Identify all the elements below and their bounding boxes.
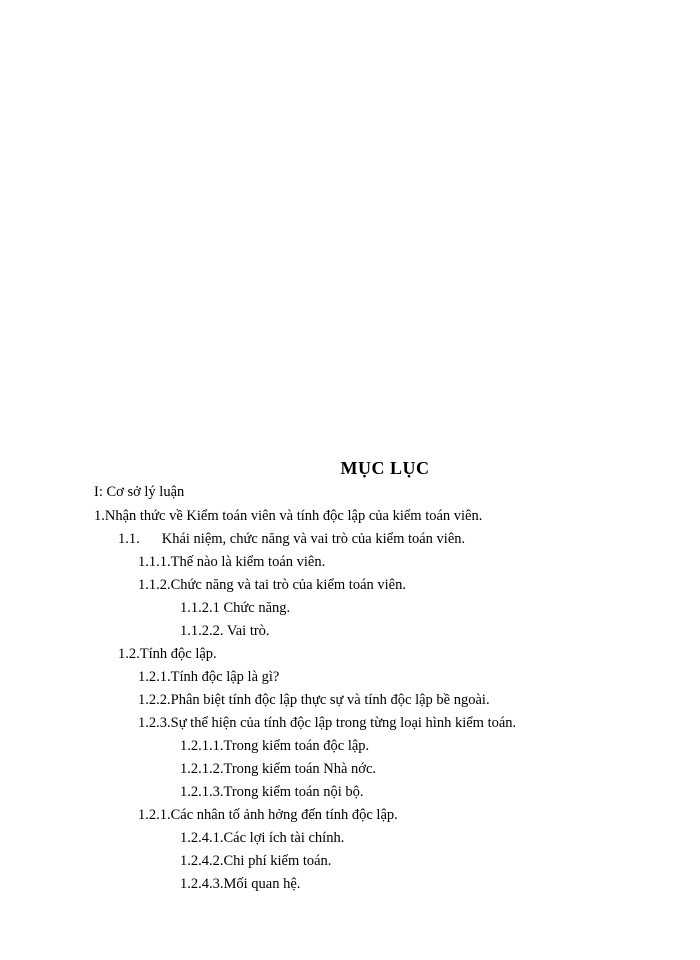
toc-entry-label: Khái niệm, chức năng và vai trò của kiểm toán viên. bbox=[161, 531, 466, 547]
toc-entry-1-1-2-2: 1.1.2.2. Vai trò. bbox=[180, 623, 270, 639]
toc-entry-1-2-1-1: 1.2.1.1.Trong kiểm toán độc lập. bbox=[180, 738, 370, 754]
toc-entry-1-1-2-1: 1.1.2.1 Chức năng. bbox=[180, 600, 291, 616]
toc-entry-1: 1.Nhận thức về Kiểm toán viên và tính độc lập của kiểm toán viên. bbox=[94, 508, 483, 524]
toc-title: MỤC LỤC bbox=[340, 458, 430, 478]
toc-entry-number: 1.1. bbox=[118, 531, 140, 547]
toc-entry-1-2-4: 1.2.1.Các nhân tố ảnh hởng đến tính độc lập. bbox=[138, 807, 398, 823]
toc-entry-1-2-3: 1.2.3.Sự thể hiện của tính độc lập trong từng loại hình kiểm toán. bbox=[138, 715, 517, 731]
toc-entry-1-2-1-3: 1.2.1.3.Trong kiểm toán nội bộ. bbox=[180, 784, 364, 800]
toc-entry-1-2-4-2: 1.2.4.2.Chi phí kiểm toán. bbox=[180, 853, 332, 869]
toc-entry-1-1-2: 1.1.2.Chức năng và tai trò của kiểm toán viên. bbox=[138, 577, 406, 593]
toc-entry-1-2-4-3: 1.2.4.3.Mối quan hệ. bbox=[180, 876, 301, 892]
toc-entry-1-2-4-1: 1.2.4.1.Các lợi ích tài chính. bbox=[180, 830, 345, 846]
toc-entry-1-2: 1.2.Tính độc lập. bbox=[118, 646, 217, 662]
toc-entry-1-1-1: 1.1.1.Thế nào là kiểm toán viên. bbox=[138, 554, 326, 570]
toc-entry-1-1 bbox=[118, 530, 465, 548]
toc-entry-1-2-1-2: 1.2.1.2.Trong kiểm toán Nhà nớc. bbox=[180, 761, 377, 777]
toc-entry-1-2-2: 1.2.2.Phân biệt tính độc lập thực sự và tính độc lập bề ngoài. bbox=[138, 692, 490, 708]
toc-entry-section-1: I: Cơ sở lý luận bbox=[94, 484, 185, 500]
toc-entry-1-2-1: 1.2.1.Tính độc lập là gì? bbox=[138, 669, 280, 685]
